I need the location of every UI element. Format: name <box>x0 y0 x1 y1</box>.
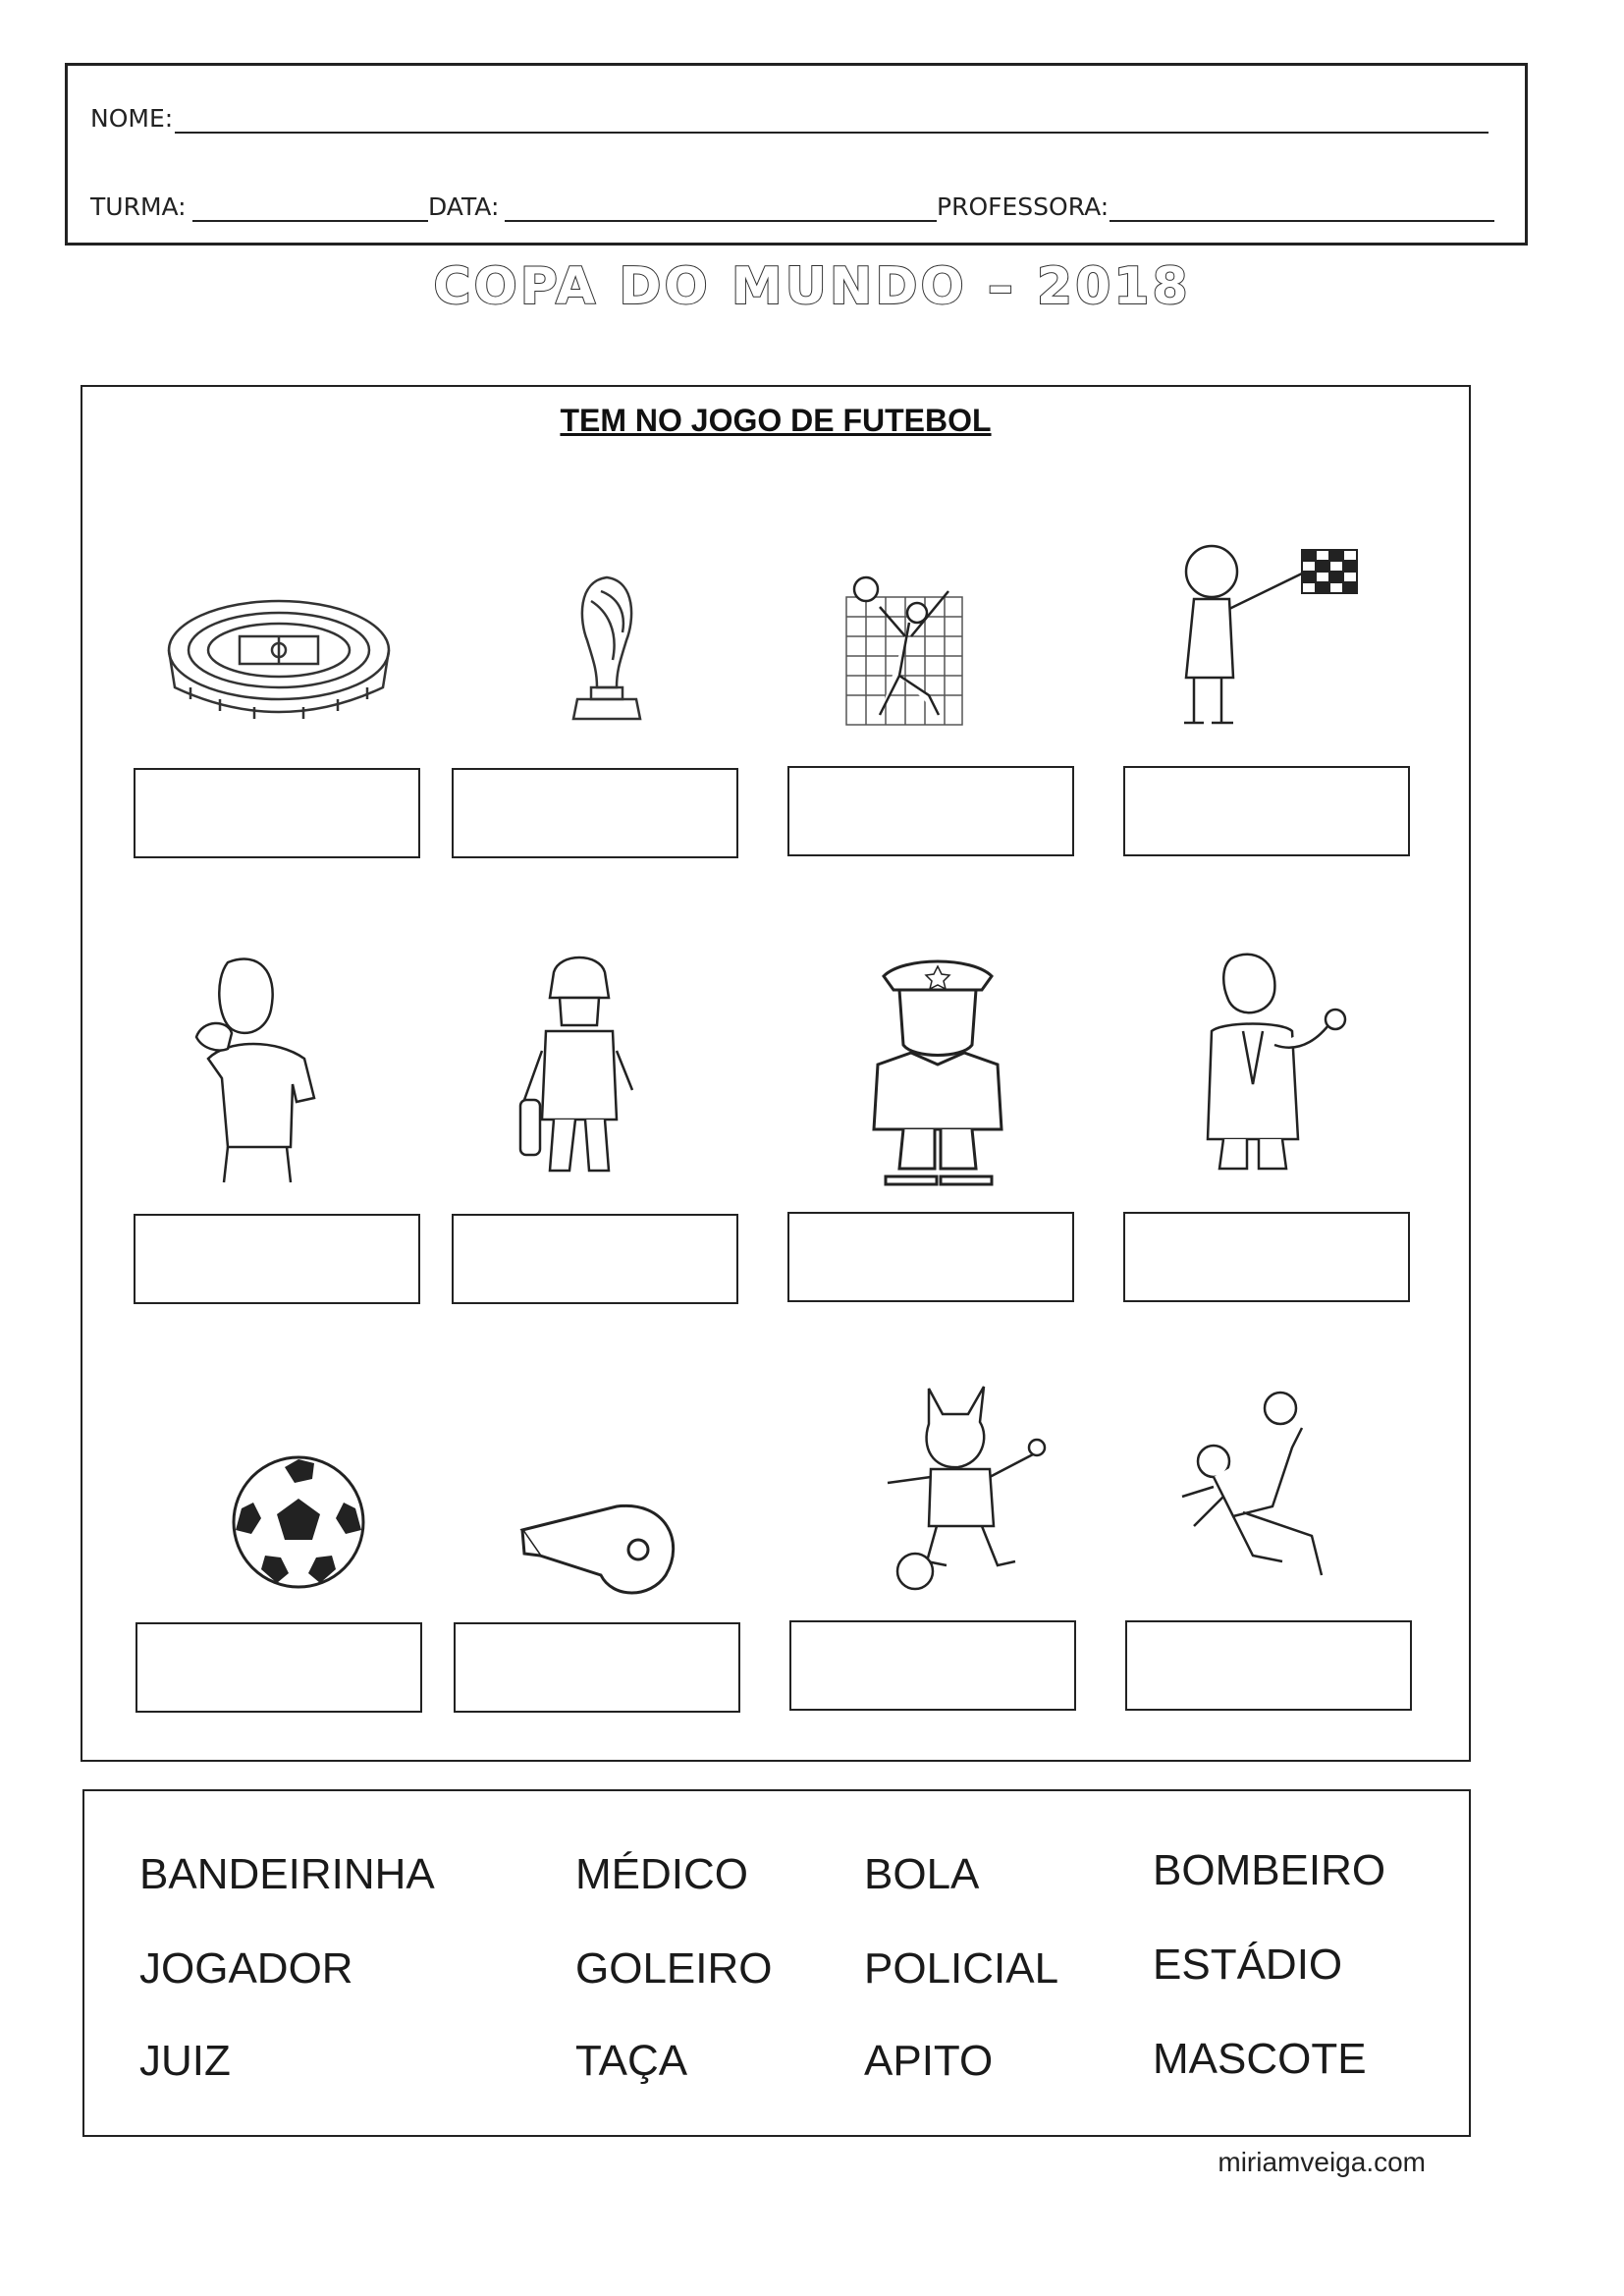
answer-box-8[interactable] <box>1123 1212 1410 1302</box>
date-field[interactable] <box>505 220 937 222</box>
word-item: MASCOTE <box>1153 2035 1367 2083</box>
answer-box-4[interactable] <box>1123 766 1410 856</box>
word-item: GOLEIRO <box>575 1944 773 1993</box>
class-field[interactable] <box>192 220 428 222</box>
answer-box-11[interactable] <box>789 1620 1076 1711</box>
word-item: TAÇA <box>575 2037 688 2085</box>
soccer-ball-icon <box>230 1453 367 1591</box>
word-item: ESTÁDIO <box>1153 1941 1343 1989</box>
word-item: BOMBEIRO <box>1153 1846 1386 1894</box>
word-item: JOGADOR <box>139 1944 353 1993</box>
section-title: TEM NO JOGO DE FUTEBOL <box>560 403 992 438</box>
answer-box-7[interactable] <box>787 1212 1074 1302</box>
goalkeeper-icon <box>840 568 968 735</box>
answer-box-6[interactable] <box>452 1214 738 1304</box>
answer-box-10[interactable] <box>454 1622 740 1713</box>
mascot-wolf-icon <box>874 1379 1051 1591</box>
word-item: JUIZ <box>139 2037 231 2085</box>
firefighter-icon <box>511 953 648 1188</box>
teacher-label: PROFESSORA: <box>937 192 1110 221</box>
linesman-flag-icon <box>1164 530 1380 737</box>
teacher-field[interactable] <box>1110 220 1494 222</box>
name-field[interactable] <box>175 132 1489 134</box>
name-label: NOME: <box>90 104 174 133</box>
word-item: BOLA <box>864 1850 980 1898</box>
stadium-icon <box>161 589 397 737</box>
answer-box-1[interactable] <box>134 768 420 858</box>
word-item: BANDEIRINHA <box>139 1850 435 1898</box>
word-item: POLICIAL <box>864 1944 1059 1993</box>
police-officer-icon <box>864 957 1011 1192</box>
answer-box-2[interactable] <box>452 768 738 858</box>
class-label: TURMA: <box>90 192 187 221</box>
answer-box-12[interactable] <box>1125 1620 1412 1711</box>
date-label: DATA: <box>428 192 500 221</box>
page-title: COPA DO MUNDO – 2018 <box>433 257 1191 316</box>
answer-box-9[interactable] <box>135 1622 422 1713</box>
answer-box-5[interactable] <box>134 1214 420 1304</box>
student-info-box <box>65 63 1528 246</box>
player-kicking-icon <box>1174 1389 1341 1589</box>
answer-box-3[interactable] <box>787 766 1074 856</box>
word-item: MÉDICO <box>575 1850 748 1898</box>
referee-whistle-man-icon <box>189 951 326 1188</box>
whistle-icon <box>518 1497 685 1599</box>
word-item: APITO <box>864 2037 994 2085</box>
trophy-icon <box>558 572 656 738</box>
site-credit: miriamveiga.com <box>1218 2147 1426 2177</box>
doctor-icon <box>1184 947 1351 1186</box>
